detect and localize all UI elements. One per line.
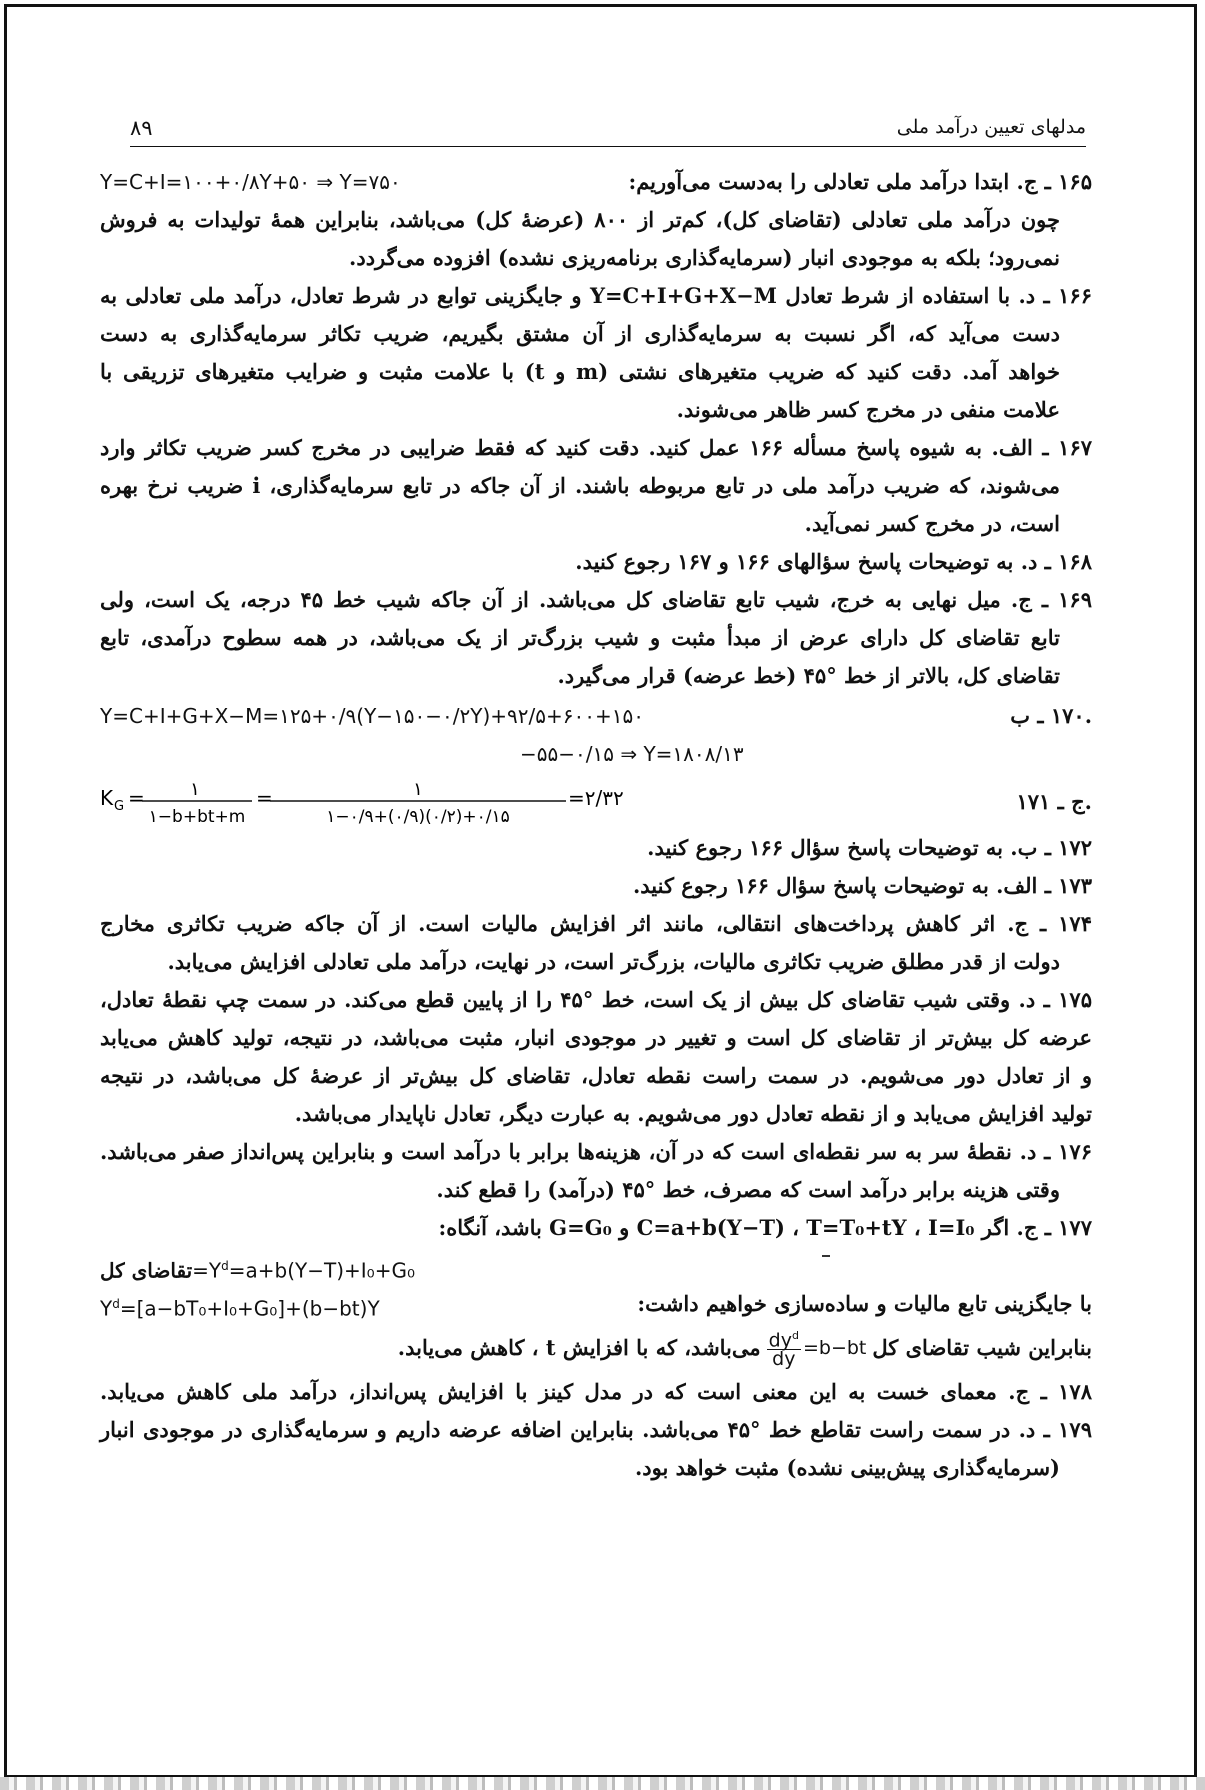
answer-167-line: می‌شوند، که ضریب درآمد ملی در تابع مربوطه باشند. از آن جاکه در تابع سرمایه‌گذاری، i ضریب نرخ بهره [100, 473, 1060, 498]
slope-denominator: dy [772, 1348, 796, 1371]
running-head: مدلهای تعیین درآمد ملی [896, 116, 1086, 138]
answer-178-line: ۱۷۸ ـ ج. معمای خست به این معنی است که در مدل کینز با افزایش پس‌انداز، درآمد ملی کاهش می‌یابد. [100, 1379, 1092, 1404]
multiplier-result: =۲/۳۲ [568, 786, 624, 810]
multiplier-subscript: G [114, 799, 125, 814]
fraction-2-denominator: ۱−۰/۹+(۰/۹)(۰/۲)+۰/۱۵ [326, 807, 510, 827]
page-header [130, 114, 1086, 147]
ad-label: تقاضای کل [100, 1258, 193, 1283]
answer-170-row-2 [100, 735, 1092, 773]
answer-172-line: ۱۷۲ ـ ب. به توضیحات پاسخ سؤال ۱۶۶ رجوع کنید. [647, 835, 1092, 860]
fraction-2-numerator: ۱ [413, 779, 423, 800]
scan-edge-strip [0, 1777, 1205, 1790]
answer-166-line: علامت منفی در مخرج کسر ظاهر می‌شوند. [676, 397, 1060, 422]
slope-suffix: می‌باشد، که با افزایش t ، کاهش می‌یابد. [397, 1335, 761, 1361]
answer-170-equation: Y=C+I+G+X−M=۱۲۵+۰/۹(Y−۱۵۰−۰/۲Y)+۹۲/۵+۶۰۰+۱۵۰ [100, 704, 644, 728]
fraction-1-denominator: ۱−b+bt+m [148, 807, 246, 827]
answer-171-row [100, 775, 1092, 835]
multiplier-symbol: K [100, 786, 114, 810]
answer-177-ad-row [100, 1247, 1092, 1285]
aggregate-demand-equation: تقاضای $کل=Y^d=a+b(Y-T)+I_0+G_0$ [100, 1258, 415, 1283]
answer-173-line: ۱۷۳ ـ الف. به توضیحات پاسخ سؤال ۱۶۶ رجوع کنید. [632, 873, 1092, 898]
answer-177-intro: ۱۷۷ ـ ج. اگر C=a+b(Y−T) ، T=T₀+tY ، I=I₀ و G=G₀ باشد، آنگاه: [438, 1215, 1092, 1240]
fraction-1-numerator: ۱ [190, 779, 200, 800]
multiplier-formula [100, 775, 660, 835]
answer-175-line: و از تعادل دور می‌شویم. در سمت راست نقطه تعادل، تقاضای کل بیش‌تر از عرضهٔ کل می‌باشد، در نتیجه [100, 1063, 1092, 1088]
substitution-text: با جایگزینی تابع مالیات و ساده‌سازی خواهیم داشت: [637, 1291, 1092, 1316]
slope-expression [767, 1327, 867, 1371]
answer-165-equation: Y=C+I=۱۰۰+۰/۸Y+۵۰ ⇒ Y=۷۵۰ [100, 170, 401, 194]
answer-175-line: عرضه کل بیش‌تر از تقاضای کل است و تغییر در موجودی انبار، مثبت می‌باشد، در نتیجه، تولید کاهش می‌یابد [100, 1025, 1092, 1050]
answer-168-line: ۱۶۸ ـ د. به توضیحات پاسخ سؤالهای ۱۶۶ و ۱۶۷ رجوع کنید. [575, 549, 1092, 574]
ad-rhs: =a+b(Y−T)+I₀+G₀ [228, 1258, 415, 1283]
answer-174-line: دولت از قدر مطلق ضریب تکاثری مالیات، بزرگ‌تر است، در نهایت، درآمد ملی تعادلی افزایش می‌یابد. [167, 949, 1060, 974]
answer-177-sub-row [100, 1285, 1092, 1323]
answer-167-line: ۱۶۷ ـ الف. به شیوه پاسخ مسأله ۱۶۶ عمل کنید. دقت کنید که فقط ضرایبی در مخرج کسر ضریب تکاثر وارد [100, 435, 1093, 460]
answer-175-line: ۱۷۵ ـ د. وقتی شیب تقاضای کل بیش از یک است، خط °۴۵ را از پایین قطع می‌کند. در سمت چپ نقطهٔ تعادل، [100, 987, 1092, 1012]
answer-177-slope-row [100, 1323, 1092, 1373]
slope-prefix: بنابراین شیب تقاضای کل [872, 1335, 1092, 1361]
answer-167-line: است، در مخرج کسر نمی‌آید. [804, 511, 1060, 536]
answer-171-label: .ج ـ ۱۷۱ [1016, 789, 1092, 814]
answer-165-intro: ۱۶۵ ـ ج. ابتدا درآمد ملی تعادلی را به‌دست می‌آوریم: [628, 169, 1092, 194]
slope-value: =b−bt [802, 1336, 867, 1359]
answer-176-line: وقتی هزینه برابر درآمد است که مصرف، خط °۴۵ (درآمد) را قطع کند. [436, 1177, 1060, 1202]
page-number: ۸۹ [130, 116, 153, 140]
answer-165-line: چون درآمد ملی تعادلی (تقاضای کل)، کم‌تر از ۸۰۰ (عرضهٔ کل) می‌باشد، بنابراین همهٔ تولیدات به فروش [100, 207, 1060, 232]
answer-176-line: ۱۷۶ ـ د. نقطهٔ سر به سر نقطه‌ای است که در آن، هزینه‌ها برابر با درآمد است و بنابراین پس‌انداز صفر می‌باشد. [100, 1139, 1092, 1164]
answer-170-row [100, 697, 1092, 735]
ad-equals: =Y [192, 1258, 222, 1283]
yd-equation: $Y^d=[a-bT_0+I_0+G_0]+(b-bt)Y$ [100, 1296, 380, 1321]
answer-166-line: دست می‌آید که، اگر نسبت به سرمایه‌گذاری از آن مشتق بگیریم، ضریب تکاثر سرمایه‌گذاری به دست [100, 321, 1060, 346]
answer-169-line: تقاضای کل، بالاتر از خط °۴۵ (خط عرضه) قرار می‌گیرد. [557, 663, 1060, 688]
slope-sentence [397, 1327, 1092, 1371]
answer-175-line: تولید افزایش می‌یابد و از نقطه تعادل دور می‌شویم. به عبارت دیگر، تعادل ناپایدار می‌باشد. [294, 1101, 1092, 1126]
svg-text:=: = [256, 786, 273, 810]
answer-169-line: ۱۶۹ ـ ج. میل نهایی به خرج، شیب تابع تقاضای کل می‌باشد. از آن جاکه شیب خط ۴۵ درجه، یک است، ولی [100, 587, 1092, 612]
slope-numerator: $dy^d$ [768, 1329, 799, 1352]
answer-179-line: (سرمایه‌گذاری پیش‌بینی نشده) مثبت خواهد بود. [634, 1455, 1060, 1480]
answer-174-line: ۱۷۴ ـ ج. اثر کاهش پرداخت‌های انتقالی، مانند اثر افزایش مالیات است. از آن جاکه ضریب تکاثری مخارج [100, 911, 1092, 936]
answer-170-label: .۱۷۰ ـ ب [1010, 703, 1092, 728]
answer-166-line: خواهد آمد. دقت کنید که ضریب متغیرهای نشتی (m و t) با علامت مثبت و ضرایب متغیرهای تزریقی با [100, 359, 1060, 384]
printing-mark [822, 1255, 830, 1257]
svg-text:=: = [128, 786, 145, 810]
answer-165-line: نمی‌رود؛ بلکه به موجودی انبار (سرمایه‌گذاری برنامه‌ریزی نشده) افزوده می‌گردد. [349, 245, 1060, 270]
answer-170-equation-cont: −۵۵−۰/۱۵ ⇒ Y=۱۸۰۸/۱۳ [520, 742, 744, 766]
answer-165-intro-row [100, 163, 1092, 201]
answer-179-line: ۱۷۹ ـ د. در سمت راست تقاطع خط °۴۵ می‌باشد. بنابراین اضافه عرضه داریم و سرمایه‌گذاری در موجودی انبار [100, 1417, 1092, 1442]
answer-169-line: تابع تقاضای کل دارای عرض از مبدأ مثبت و شیب بزرگ‌تر از یک می‌باشد، در همه سطوح درآمدی، تابع [100, 625, 1060, 650]
answer-166-line: ۱۶۶ ـ د. با استفاده از شرط تعادل Y=C+I+G+X−M و جایگزینی توابع در شرط تعادل، درآمد ملی تعادلی به [100, 283, 1092, 308]
